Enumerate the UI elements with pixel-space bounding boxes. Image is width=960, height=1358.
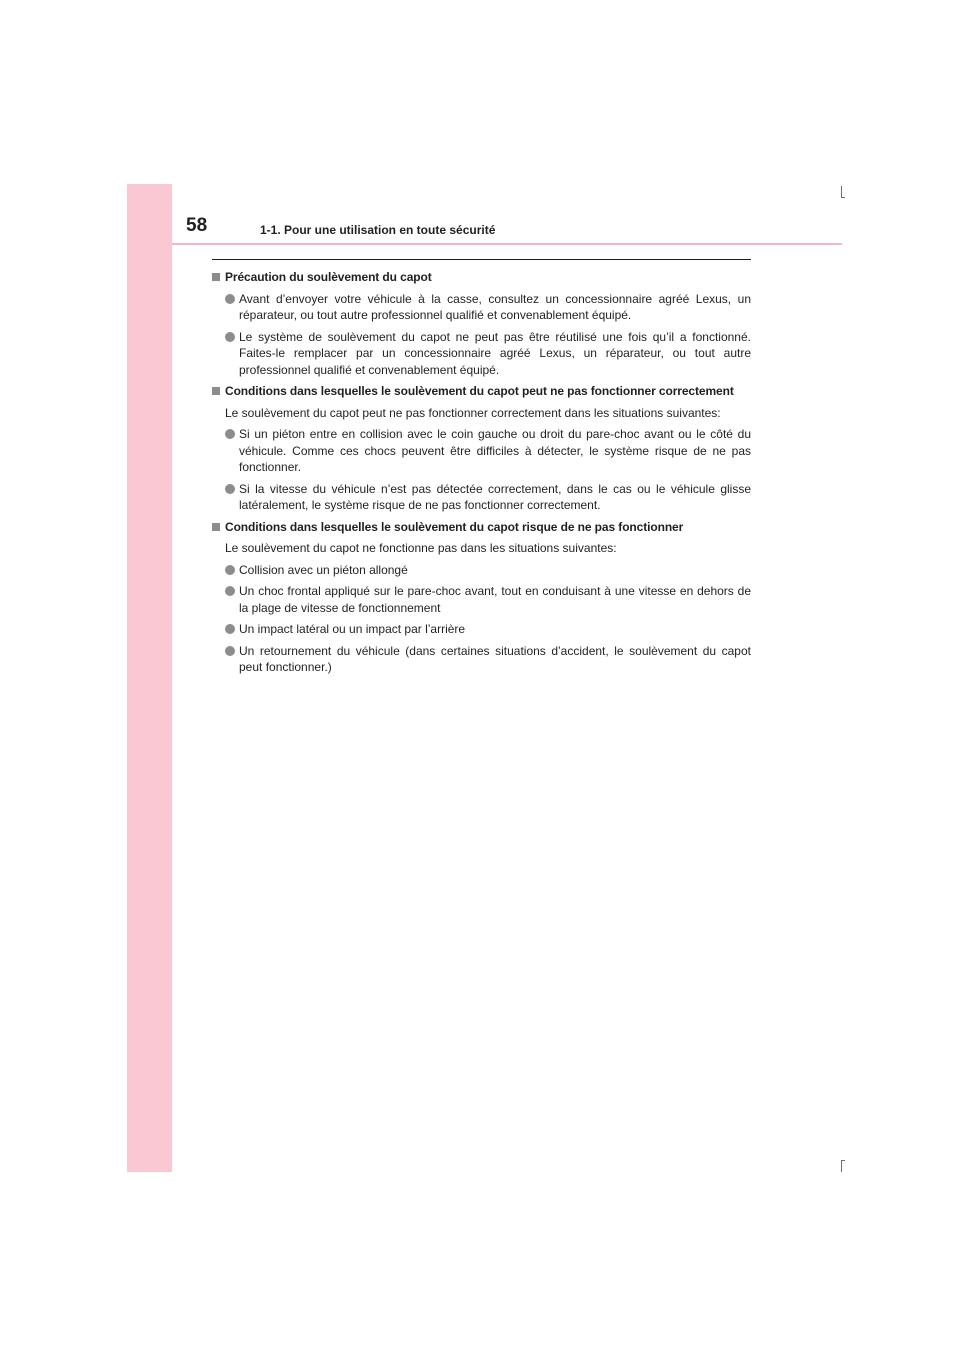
list-item-text: Si la vitesse du véhicule n’est pas détectée correctement, dans le cas ou le véhicule glisse latéralement, le système risque de ne pas fonctionner correctement. [239,481,751,512]
section-heading [212,519,751,536]
list-item-text: Un retournement du véhicule (dans certaines situations d’accident, le soulèvement du capot peut fonctionner.) [239,643,751,674]
list-item-text: Si un piéton entre en collision avec le coin gauche ou droit du pare-choc avant ou le côté du véhicule. Comme ces chocs peuvent être difficiles à détecter, le système risque de ne pas fonctionner. [239,427,751,474]
crop-mark-top-tick [841,197,845,198]
round-bullet-icon [225,484,235,494]
crop-mark-bottom-tick [841,1160,845,1161]
round-bullet-icon [225,332,235,342]
section-heading-text: Conditions dans lesquelles le soulèvement du capot peut ne pas fonctionner correctement [225,384,734,398]
round-bullet-icon [225,565,235,575]
list-item-text: Un impact latéral ou un impact par l’arrière [239,622,466,636]
round-bullet-icon [225,586,235,596]
list-item [225,562,751,579]
section-heading-text: Précaution du soulèvement du capot [225,270,432,284]
header-divider [172,243,842,245]
side-color-strip [127,184,172,1172]
list-item [225,291,751,324]
list-item-text: Collision avec un piéton allongé [239,562,408,577]
square-bullet-icon [212,273,220,281]
list-item-text: Un choc frontal appliqué sur le pare-choc avant, tout en conduisant à une vitesse en dehors de la plage de vitesse de fonctionnement [239,584,751,615]
square-bullet-icon [212,387,220,395]
round-bullet-icon [225,646,235,656]
section-heading-text: Conditions dans lesquelles le soulèvement du capot risque de ne pas fonctionner [225,519,684,534]
list-item [225,426,751,476]
list-item [225,583,751,616]
crop-mark-bottom [841,1160,842,1172]
page-number: 58 [186,215,208,236]
list-item [225,329,751,379]
main-content [212,259,751,681]
section-intro: Le soulèvement du capot ne fonctionne pas dans les situations suivantes: [225,541,617,555]
list-item [225,481,751,514]
list-item-text: Avant d’envoyer votre véhicule à la casse, consultez un concessionnaire agréé Lexus, un réparateur, ou tout autre professionnel qualifié et convenablement équipé. [239,291,751,322]
section-may-not-work-correctly [212,383,751,514]
section-title: 1-1. Pour une utilisation en toute sécurité [260,223,496,237]
list-item [225,621,751,638]
section-heading [212,269,751,286]
section-may-not-work [212,519,751,676]
round-bullet-icon [225,429,235,439]
round-bullet-icon [225,294,235,304]
round-bullet-icon [225,624,235,634]
list-item [225,643,751,676]
section-heading [212,383,751,400]
square-bullet-icon [212,523,220,531]
list-item-text: Le système de soulèvement du capot ne peut pas être réutilisé une fois qu’il a fonctionné. Faites-le remplacer par un concessionnaire agréé Lexus, un réparateur, ou tout autre professionnel qualifié et convenablement équipé. [239,329,751,377]
section-intro: Le soulèvement du capot peut ne pas fonctionner correctement dans les situations suivantes: [225,405,721,420]
section-hood-precaution [212,269,751,378]
